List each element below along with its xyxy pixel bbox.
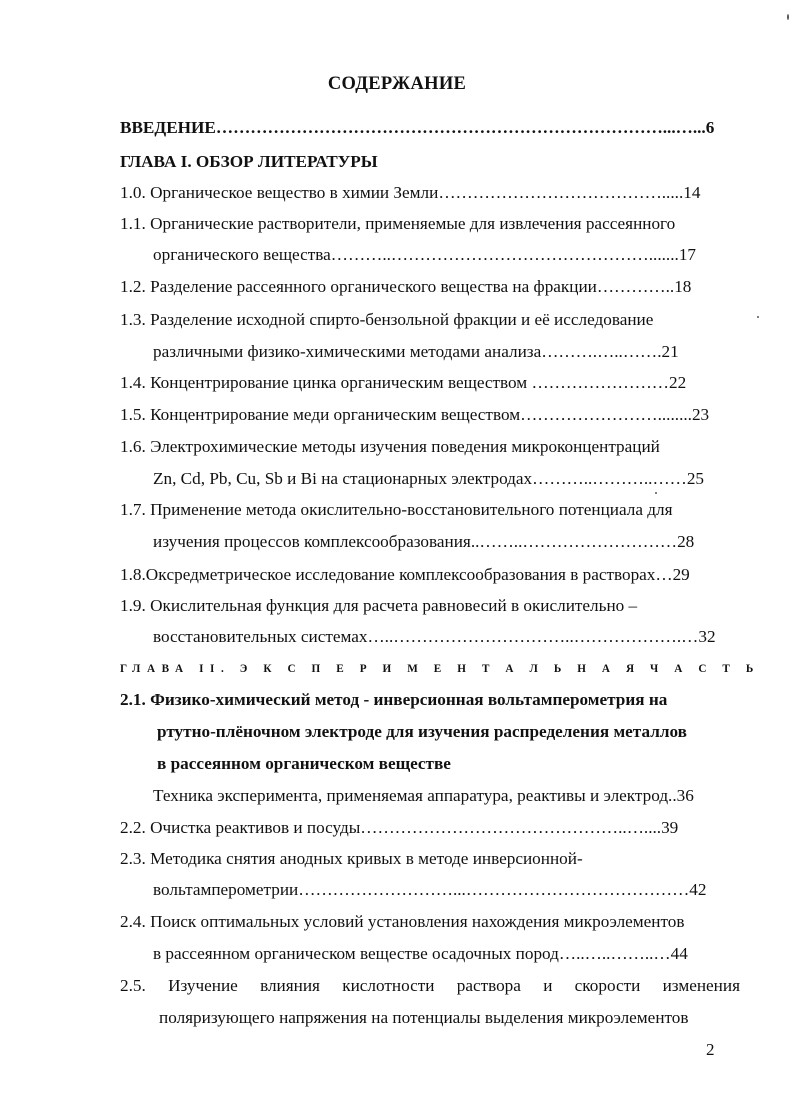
toc-entry-1-6-continued: Zn, Cd, Pb, Cu, Sb и Bi на стационарных электродах………..………..……25 (153, 469, 705, 488)
page-number: 2 (706, 1040, 715, 1059)
toc-entry-1-7: 1.7. Применение метода окислительно-восстановительного потенциала для (120, 500, 673, 519)
toc-entry-1-9: 1.9. Окислительная функция для расчета равновесий в окислительно – (120, 596, 638, 615)
toc-entry-1-2: 1.2. Разделение рассеянного органического вещества на фракции…………..18 (120, 277, 692, 296)
toc-entry-2-5-word: кислотности (342, 976, 435, 995)
toc-entry-1-7-continued: изучения процессов комплексообразования..……..………………………28 (153, 532, 695, 551)
page-title: СОДЕРЖАНИЕ (327, 74, 467, 94)
scan-speck (787, 14, 789, 20)
toc-entry-2-5-word: изменения (662, 976, 740, 995)
toc-entry-2-1: 2.1. Физико-химический метод - инверсионная вольтамперометрия на (120, 690, 668, 709)
toc-entry-2-4-continued: в рассеянном органическом веществе осадочных пород…..…..……..…44 (153, 944, 688, 963)
toc-chapter-2-heading: ГЛАВА II. Э К С П Е Р И М Е Н Т А Л Ь Н А Я Ч А С Т Ь (120, 663, 760, 675)
toc-entry-1-6: 1.6. Электрохимические методы изучения поведения микроконцентраций (120, 437, 660, 456)
toc-entry-2-5-word: раствора (456, 976, 521, 995)
toc-entry-2-3: 2.3. Методика снятия анодных кривых в методе инверсионной- (120, 849, 583, 868)
toc-entry-2-5-word: влияния (260, 976, 320, 995)
toc-entry-introduction: ВВЕДЕНИЕ……………………………………………………………………...…...6 (120, 118, 715, 137)
toc-entry-1-1: 1.1. Органические растворители, применяемые для извлечения рассеянного (120, 214, 676, 233)
toc-entry-1-8: 1.8.Окcредметрическое исследование комплексообразования в растворах…29 (120, 565, 690, 584)
toc-entry-1-4: 1.4. Концентрирование цинка органическим веществом ……………………22 (120, 373, 687, 392)
toc-entry-1-5: 1.5. Концентрирование меди органическим веществом……………………........23 (120, 405, 710, 424)
toc-entry-1-0: 1.0. Органическое вещество в химии Земли………………………………….....14 (120, 183, 701, 202)
toc-entry-1-3-continued: различными физико-химическими методами анализа……….…..…….21 (153, 342, 679, 361)
toc-chapter-1-heading: ГЛАВА I. ОБЗОР ЛИТЕРАТУРЫ (120, 152, 378, 171)
toc-entry-2-2: 2.2. Очистка реактивов и посуды………………………………………..…....39 (120, 818, 679, 837)
scan-speck (655, 492, 657, 494)
toc-entry-1-1-continued: органического вещества………..……………………………………….......17 (153, 245, 697, 264)
toc-entry-2-5-word: Изучение (168, 976, 238, 995)
toc-entry-2-1-line-2: ртутно-плёночном электроде для изучения распределения металлов (157, 722, 687, 741)
scan-speck (757, 316, 759, 318)
toc-entry-2-1-subitem: Техника эксперимента, применяемая аппаратура, реактивы и электрод..36 (153, 786, 694, 805)
toc-entry-1-9-continued: восстановительных системах…..…………………………..……………….…32 (153, 627, 716, 646)
toc-entry-2-5-word: и (543, 976, 553, 995)
toc-entry-2-1-line-3: в рассеянном органическом веществе (157, 754, 451, 773)
toc-entry-2-5-number: 2.5. (120, 976, 146, 995)
toc-entry-2-5 (120, 976, 740, 996)
toc-entry-2-5-word: скорости (574, 976, 641, 995)
toc-entry-2-5-continued: поляризующего напряжения на потенциалы выделения микроэлементов (159, 1008, 689, 1027)
toc-entry-2-4: 2.4. Поиск оптимальных условий установления нахождения микроэлементов (120, 912, 685, 931)
toc-entry-1-3: 1.3. Разделение исходной спирто-бензольной фракции и её исследование (120, 310, 654, 329)
toc-entry-2-3-continued: вольтамперометрии………………………...…………………………………42 (153, 880, 707, 899)
